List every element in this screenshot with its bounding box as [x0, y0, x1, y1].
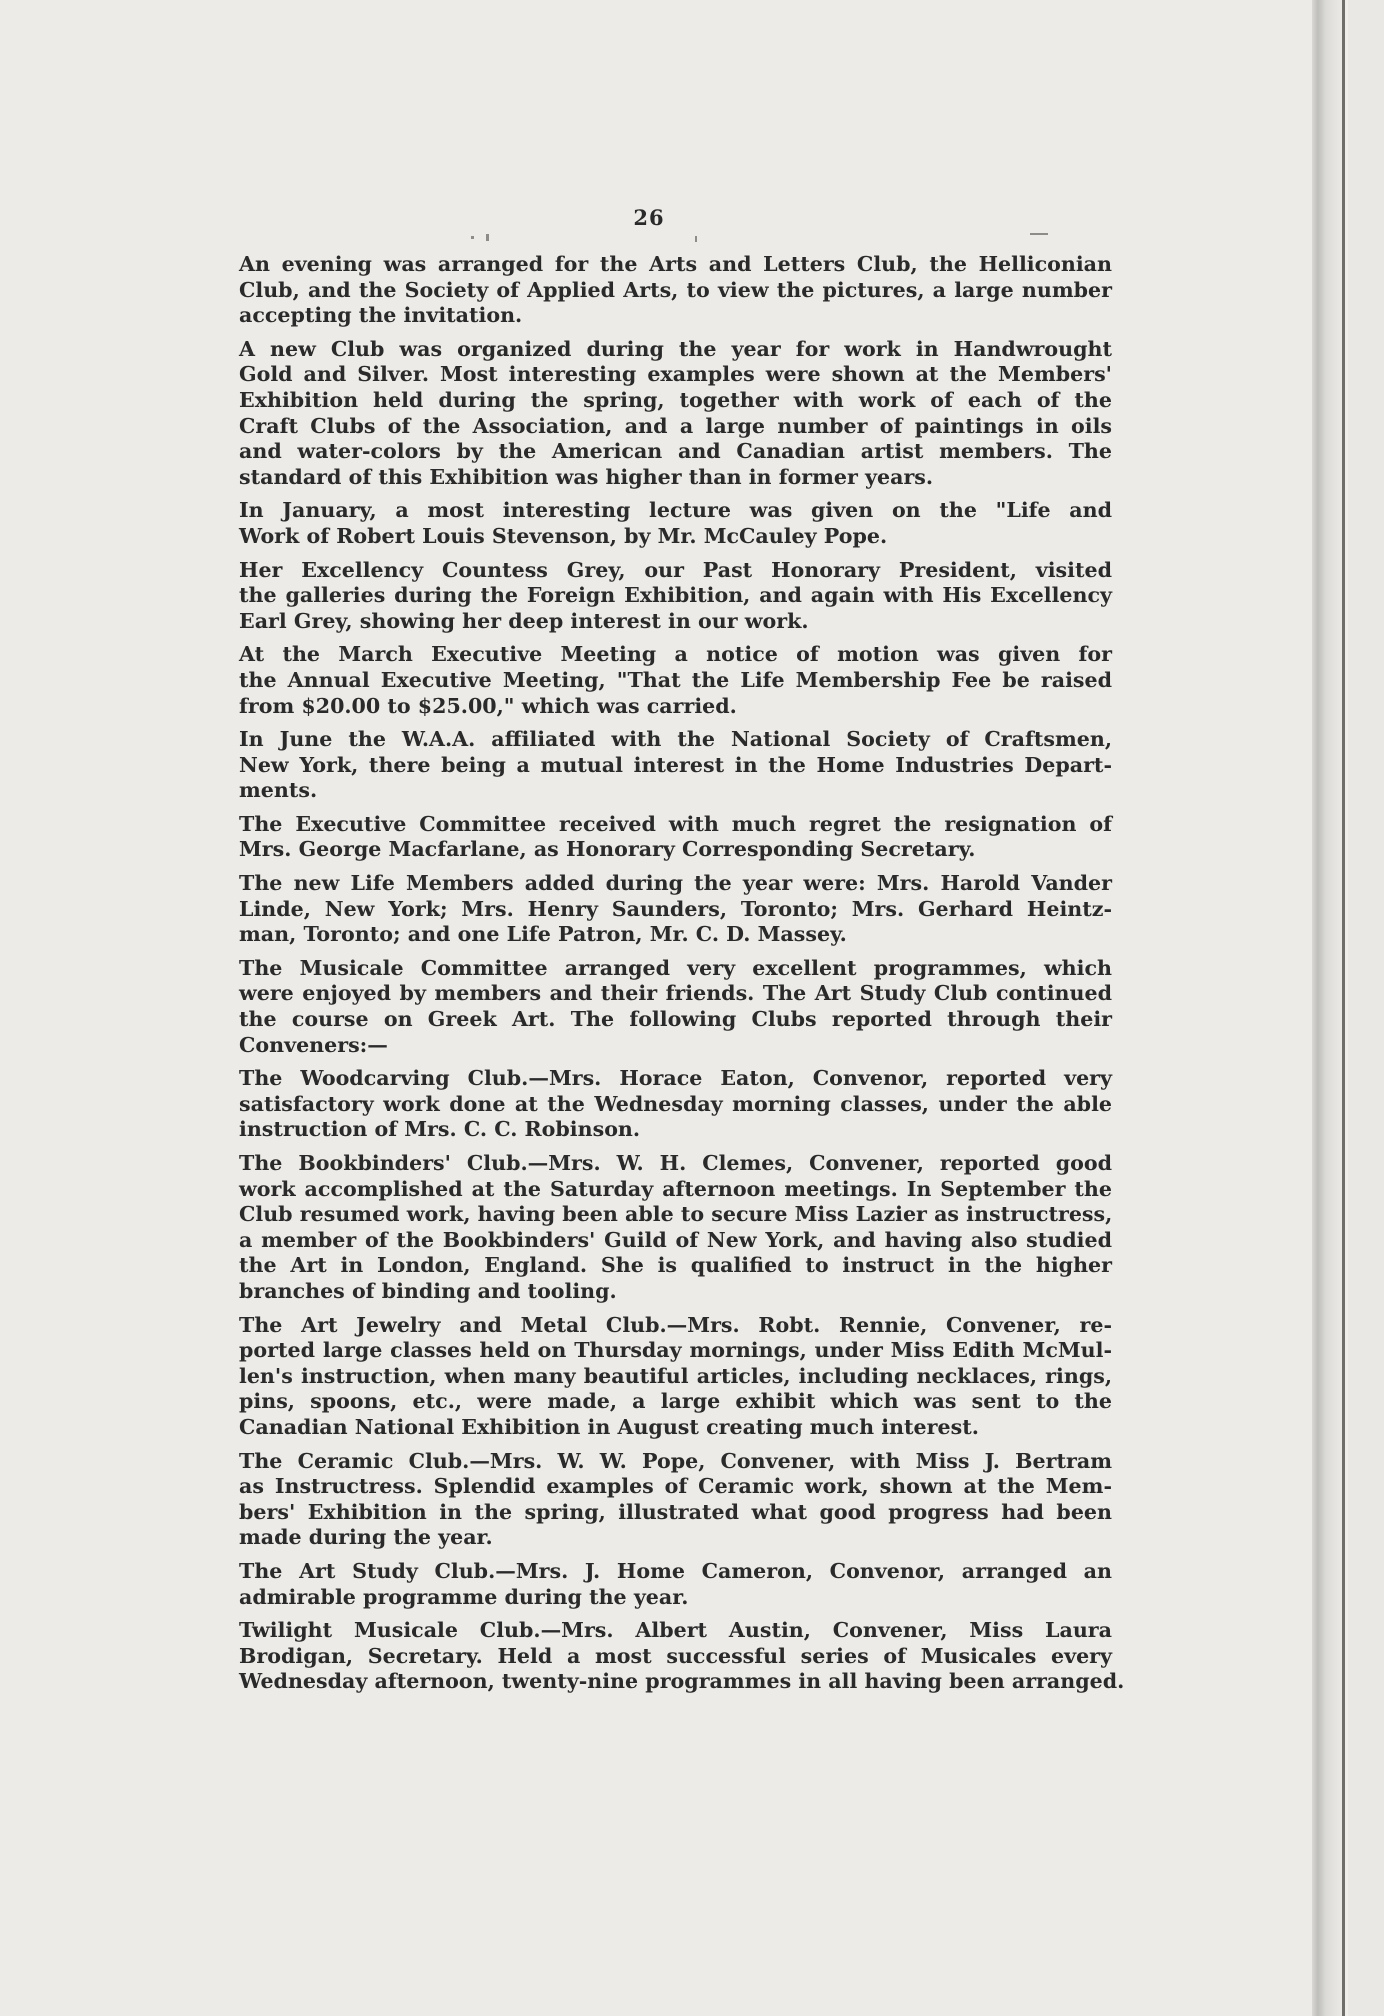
text-line: Club resumed work, having been able to secure Miss Lazier as instructress,: [239, 1202, 1113, 1227]
paragraph: [239, 1151, 1112, 1305]
text-line: Wednesday afternoon, twenty-nine programmes in all having been arranged.: [239, 1669, 1125, 1694]
paragraph: [239, 1559, 1112, 1610]
paragraph: [239, 498, 1112, 549]
page-number: 26: [633, 205, 665, 230]
paragraph: [239, 337, 1112, 491]
body-text: [239, 252, 1125, 1703]
text-line: Conveners:—: [239, 1032, 388, 1057]
text-line: A new Club was organized during the year for work in Handwrought: [239, 336, 1112, 361]
paragraph: [239, 1313, 1112, 1441]
page-edge-line: [1342, 0, 1345, 2016]
speck: [1030, 233, 1048, 235]
text-line: from $20.00 to $25.00," which was carried.: [239, 693, 737, 718]
paragraph: [239, 727, 1112, 804]
text-line: man, Toronto; and one Life Patron, Mr. C. D. Massey.: [239, 922, 847, 947]
paragraph: [239, 1449, 1112, 1551]
text-line: The Woodcarving Club.—Mrs. Horace Eaton, Convenor, reported very: [239, 1066, 1112, 1091]
text-line: The Executive Committee received with much regret the resignation of: [239, 811, 1112, 836]
text-line: admirable programme during the year.: [239, 1584, 689, 1609]
text-line: made during the year.: [239, 1525, 493, 1550]
text-line: The Musicale Committee arranged very excellent programmes, which: [239, 955, 1112, 980]
text-line: Her Excellency Countess Grey, our Past Honorary President, visited: [239, 557, 1112, 582]
text-line: instruction of Mrs. C. C. Robinson.: [239, 1117, 641, 1142]
text-line: In January, a most interesting lecture was given on the "Life and: [239, 498, 1112, 523]
text-line: were enjoyed by members and their friends. The Art Study Club continued: [239, 981, 1112, 1006]
text-line: the Annual Executive Meeting, "That the Life Membership Fee be raised: [239, 667, 1112, 692]
text-line: The Ceramic Club.—Mrs. W. W. Pope, Convener, with Miss J. Bertram: [239, 1448, 1112, 1473]
text-line: New York, there being a mutual interest in the Home Industries Depart-: [239, 752, 1112, 777]
text-line: standard of this Exhibition was higher than in former years.: [239, 464, 934, 489]
text-line: Mrs. George Macfarlane, as Honorary Corresponding Secretary.: [239, 837, 976, 862]
text-line: the Art in London, England. She is qualified to instruct in the higher: [239, 1253, 1112, 1278]
text-line: ments.: [239, 778, 318, 803]
text-line: Gold and Silver. Most interesting examples were shown at the Members': [239, 362, 1112, 387]
text-line: Work of Robert Louis Stevenson, by Mr. McCauley Pope.: [239, 523, 888, 548]
text-line: Craft Clubs of the Association, and a large number of paintings in oils: [239, 413, 1112, 438]
text-line: The Art Study Club.—Mrs. J. Home Cameron, Convenor, arranged an: [239, 1558, 1112, 1583]
text-line: as Instructress. Splendid examples of Ceramic work, shown at the Mem-: [239, 1474, 1112, 1499]
text-line: the galleries during the Foreign Exhibition, and again with His Excellency: [239, 583, 1112, 608]
text-line: a member of the Bookbinders' Guild of New York, and having also studied: [239, 1227, 1112, 1252]
text-line: satisfactory work done at the Wednesday morning classes, under the able: [239, 1091, 1112, 1116]
text-line: The Bookbinders' Club.—Mrs. W. H. Clemes, Convener, reported good: [239, 1151, 1112, 1175]
text-line: the course on Greek Art. The following Clubs reported through their: [239, 1007, 1112, 1032]
text-line: At the March Executive Meeting a notice of motion was given for: [239, 642, 1112, 667]
text-line: work accomplished at the Saturday afternoon meetings. In September the: [239, 1176, 1112, 1201]
text-line: bers' Exhibition in the spring, illustrated what good progress had been: [239, 1499, 1112, 1524]
speck: [695, 236, 697, 242]
paragraph: [239, 252, 1112, 329]
text-line: pins, spoons, etc., were made, a large exhibit which was sent to the: [239, 1389, 1112, 1414]
text-line: Canadian National Exhibition in August creating much interest.: [239, 1414, 979, 1439]
text-line: ported large classes held on Thursday mornings, under Miss Edith McMul-: [239, 1338, 1112, 1363]
text-line: len's instruction, when many beautiful articles, including necklaces, rings,: [239, 1363, 1112, 1388]
text-line: In June the W.A.A. affiliated with the National Society of Craftsmen,: [239, 727, 1112, 752]
paragraph: [239, 812, 1112, 863]
text-line: The Art Jewelry and Metal Club.—Mrs. Robt. Rennie, Convener, re-: [239, 1312, 1112, 1337]
text-line: The new Life Members added during the year were: Mrs. Harold Vander: [239, 871, 1112, 896]
paragraph: [239, 871, 1112, 948]
text-line: and water-colors by the American and Canadian artist members. The: [239, 439, 1112, 464]
text-line: Brodigan, Secretary. Held a most successful series of Musicales every: [239, 1643, 1112, 1668]
text-line: accepting the invitation.: [239, 303, 523, 328]
text-line: An evening was arranged for the Arts and Letters Club, the Helliconian: [239, 252, 1112, 276]
paragraph: [239, 1066, 1112, 1143]
paragraph: [239, 956, 1112, 1058]
text-line: Linde, New York; Mrs. Henry Saunders, Toronto; Mrs. Gerhard Heintz-: [239, 896, 1112, 921]
text-line: Twilight Musicale Club.—Mrs. Albert Austin, Convener, Miss Laura: [239, 1618, 1112, 1643]
paragraph: [239, 558, 1112, 635]
paragraph: [239, 1618, 1125, 1695]
text-line: Exhibition held during the spring, together with work of each of the: [239, 387, 1112, 412]
text-line: branches of binding and tooling.: [239, 1278, 617, 1303]
speck: [486, 234, 489, 241]
text-line: Earl Grey, showing her deep interest in our work.: [239, 608, 809, 633]
speck: [471, 236, 474, 239]
text-line: Club, and the Society of Applied Arts, to view the pictures, a large number: [239, 277, 1112, 302]
paragraph: [239, 642, 1112, 719]
